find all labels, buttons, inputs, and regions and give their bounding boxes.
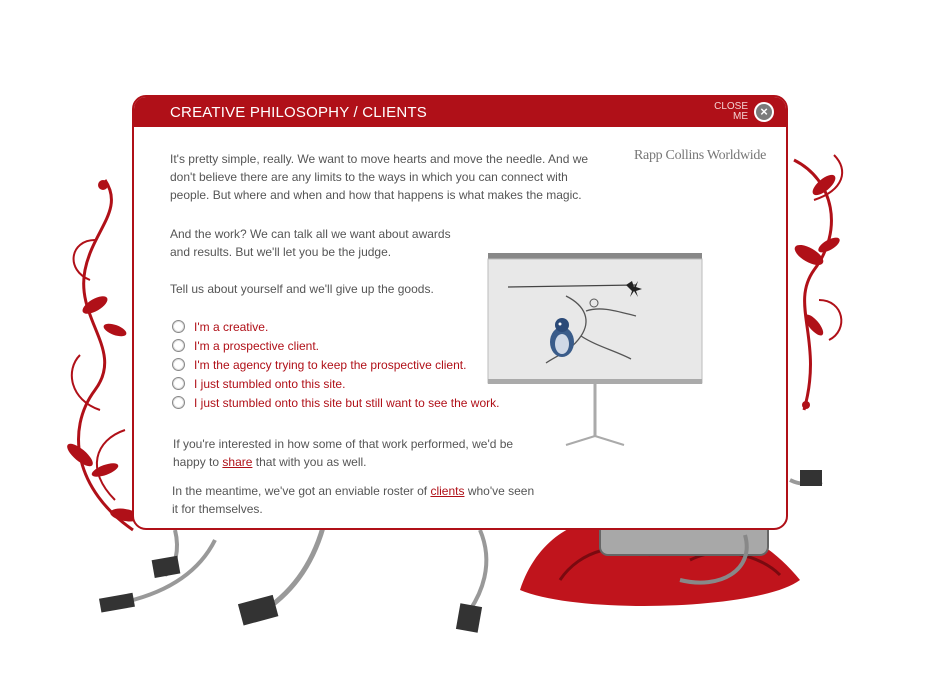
radio-button[interactable] [172, 396, 185, 409]
option-creative[interactable] [172, 317, 499, 336]
option-label[interactable]: I just stumbled onto this site. [194, 376, 346, 391]
close-label-line1: CLOSE [714, 101, 748, 112]
option-label[interactable]: I just stumbled onto this site but still want to see the work. [194, 395, 500, 410]
clients-link[interactable]: clients [430, 484, 465, 498]
option-label[interactable]: I'm the agency trying to keep the prospective client. [194, 357, 467, 372]
clients-text-after: who've seen it for themselves. [172, 484, 535, 516]
option-agency[interactable] [172, 355, 499, 374]
clients-paragraph [172, 482, 542, 518]
work-paragraph: And the work? We can talk all we want about awards and results. But we'll let you be the judge. [170, 227, 451, 259]
radio-button[interactable] [172, 358, 185, 371]
projection-screen-illustration [486, 251, 704, 447]
close-icon[interactable]: × [754, 102, 774, 122]
usb-cable-middle [440, 525, 500, 635]
option-label[interactable]: I'm a creative. [194, 319, 269, 334]
close-label [710, 102, 748, 122]
performance-text-before: If you're interested in how some of that work performed, we'd be happy to [173, 437, 514, 469]
clients-text-before: In the meantime, we've got an enviable roster of [172, 484, 428, 498]
tell-us-paragraph: Tell us about yourself and we'll give up the goods. [170, 282, 434, 296]
close-button[interactable] [710, 100, 774, 124]
intro-paragraph: It's pretty simple, really. We want to move hearts and move the needle. And we don't believe there are any limits to the ways in which you can connect with people. But where and when and how that happens is what makes the magic. [170, 152, 589, 202]
share-link[interactable]: share [222, 455, 253, 469]
radio-button[interactable] [172, 339, 185, 352]
floral-swirl-right [784, 140, 854, 420]
panel-header [134, 97, 786, 127]
panel-title: CREATIVE PHILOSOPHY / CLIENTS [170, 104, 427, 121]
close-label-line2: ME [733, 111, 748, 122]
option-label[interactable]: I'm a prospective client. [194, 338, 320, 353]
penguin-figure [547, 316, 577, 358]
radio-button[interactable] [172, 320, 185, 333]
radio-button[interactable] [172, 377, 185, 390]
creative-philosophy-panel [132, 95, 788, 530]
option-stumbled[interactable] [172, 374, 499, 393]
option-prospective-client[interactable] [172, 336, 499, 355]
performance-text-after: that with you as well. [255, 455, 367, 469]
option-stumbled-see-work[interactable] [172, 393, 499, 412]
rapp-collins-logo: Rapp Collins Worldwide [634, 148, 767, 163]
audience-options [172, 317, 499, 412]
